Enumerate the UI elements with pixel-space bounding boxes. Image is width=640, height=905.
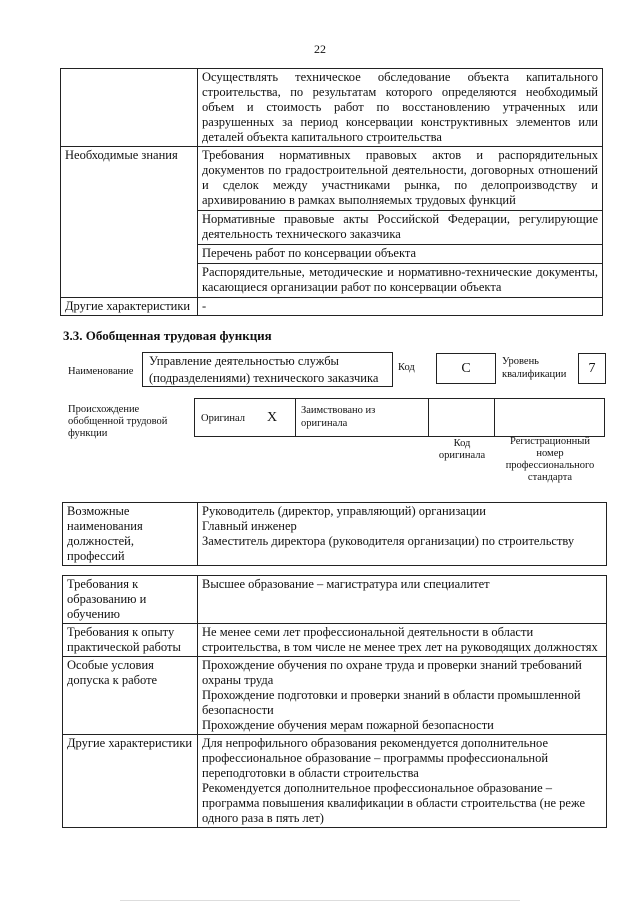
list-item: Прохождение обучения по охране труда и проверки знаний требований охраны труда — [202, 658, 582, 687]
row-label-knowledge: Необходимые знания — [61, 147, 198, 298]
req-label-conditions: Особые условия допуска к работе — [63, 657, 198, 735]
knowledge-items — [198, 147, 603, 298]
original-mark: X — [267, 410, 278, 425]
list-item: Заместитель директора (руководителя организации) по строительству — [202, 534, 575, 548]
reg-caption-line4: стандарта — [527, 472, 573, 483]
positions-label — [63, 503, 198, 566]
table-row — [63, 735, 607, 828]
table-row — [61, 298, 603, 316]
table-row — [61, 69, 603, 147]
reg-caption-line1: Регистрационный — [510, 436, 590, 447]
row-label-other: Другие характеристики — [61, 298, 198, 316]
reg-caption-line2: номер — [536, 448, 564, 459]
section-title: 3.3. Обобщенная трудовая функция — [63, 328, 272, 343]
level-label-line2: квалификации — [502, 369, 567, 380]
list-item: Прохождение подготовки и проверки знаний в области промышленной безопасности — [202, 688, 581, 717]
origin-label-line2: обобщенной трудовой — [68, 416, 168, 427]
name-value-line2: (подразделениями) технического заказчика — [149, 371, 379, 385]
name-value-line1: Управление деятельностью службы — [149, 354, 339, 368]
name-value-box — [142, 352, 393, 387]
level-value: 7 — [578, 353, 606, 384]
positions-table — [62, 502, 607, 566]
list-item: Прохождение обучения мерам пожарной безопасности — [202, 718, 494, 732]
name-label: Наименование — [68, 366, 134, 377]
table-row — [63, 624, 607, 657]
original-label: Оригинал — [201, 413, 245, 424]
list-item: Руководитель (директор, управляющий) организации — [202, 504, 486, 518]
page-edge-line — [120, 900, 520, 901]
table-row — [63, 503, 607, 566]
code-caption-line2: оригинала — [438, 450, 486, 461]
row-label — [61, 69, 198, 147]
list-item: Перечень работ по консервации объекта — [198, 244, 602, 263]
row-content: Осуществлять техническое обследование объекта капитального строительства, по результатам которого определяются необходимый объем и стоимость работ по восстановлению утраченных или разрушенных за период консервации конструктивных элементов или деталей объекта капитального строительства — [198, 69, 603, 147]
row-content: - — [198, 298, 603, 316]
table-row — [61, 147, 603, 298]
req-content — [198, 657, 607, 735]
code-caption — [430, 438, 494, 462]
requirements-table — [62, 575, 607, 828]
list-item: Для непрофильного образования рекомендуется дополнительное профессиональное образование – программы профессиональной переподготовки в области строительства — [202, 736, 549, 780]
positions-label-line2: наименования — [67, 519, 143, 533]
borrowed-line1: Заимствовано из — [301, 405, 376, 416]
code-label: Код — [398, 362, 415, 373]
reg-caption-line3: профессионального — [505, 460, 595, 471]
req-label-other: Другие характеристики — [63, 735, 198, 828]
req-content — [198, 735, 607, 828]
code-value: C — [436, 353, 496, 384]
code-caption-line1: Код — [453, 438, 471, 449]
positions-label-line1: Возможные — [67, 504, 130, 518]
table-row — [63, 657, 607, 735]
table-row — [63, 576, 607, 624]
req-content: Высшее образование – магистратура или специалитет — [198, 576, 607, 624]
list-item: Рекомендуется дополнительное профессиональное образование – программа повышения квалификации в области строительства (не реже одного раза в пять лет) — [202, 781, 586, 825]
labor-function-table — [60, 68, 603, 316]
borrowed-line2: оригинала — [301, 418, 348, 429]
req-content: Не менее семи лет профессиональной деятельности в области строительства, в том числе не менее трех лет на руководящих должностях — [198, 624, 607, 657]
positions-items — [198, 503, 607, 566]
positions-label-line4: профессий — [67, 549, 125, 563]
list-item: Распорядительные, методические и нормативно-технические документы, касающиеся организации работ по консервации объекта — [198, 263, 602, 297]
origin-label-line3: функции — [68, 428, 108, 439]
req-label-experience: Требования к опыту практической работы — [63, 624, 198, 657]
positions-label-line3: должностей, — [67, 534, 134, 548]
list-item: Нормативные правовые акты Российской Федерации, регулирующие деятельность технического заказчика — [198, 210, 602, 244]
page-number: 22 — [314, 42, 326, 56]
level-label-line1: Уровень — [502, 356, 539, 367]
origin-label-line1: Происхождение — [68, 404, 140, 415]
reg-caption — [494, 436, 606, 484]
list-item: Главный инженер — [202, 519, 297, 533]
list-item: Требования нормативных правовых актов и распорядительных документов по градостроительной деятельности, договорных отношений и сделок между участниками рынка, по делопроизводству и архивированию в рамках выполняемых трудовых функций — [202, 148, 598, 207]
req-label-education: Требования к образованию и обучению — [63, 576, 198, 624]
